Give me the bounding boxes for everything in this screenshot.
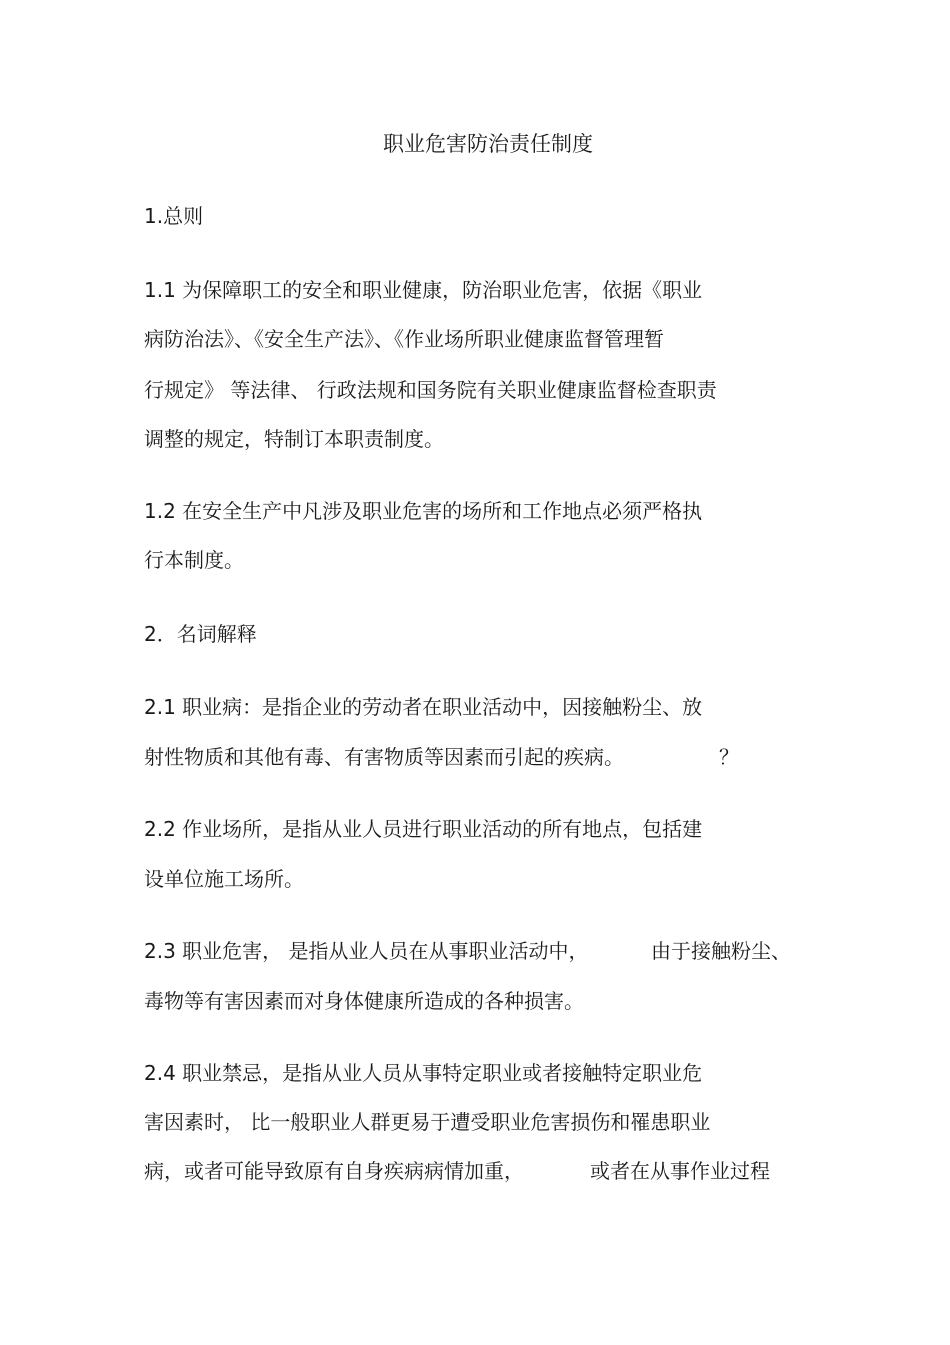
paragraph-line: 2.1 职业病：是指企业的劳动者在职业活动中，因接触粉尘、放 — [144, 695, 703, 719]
paragraph-line: 设单位施工场所。 — [144, 867, 304, 891]
paragraph-line: 行本制度。 — [144, 548, 244, 572]
paragraph-line: 射性物质和其他有毒、有害物质等因素而引起的疾病。 — [144, 745, 624, 769]
paragraph-line: 行规定》 等法律、 行政法规和国务院有关职业健康监督检查职责 — [144, 378, 717, 402]
paragraph-line: 病，或者可能导致原有自身疾病病情加重， — [144, 1159, 524, 1183]
paragraph-line: 调整的规定，特制订本职责制度。 — [144, 427, 444, 451]
paragraph-line: 毒物等有害因素而对身体健康所造成的各种损害。 — [144, 989, 584, 1013]
paragraph-line-continuation: 或者在从事作业过程 — [590, 1159, 770, 1183]
paragraph-line: 病防治法》、《安全生产法》、《作业场所职业健康监督管理暂 — [144, 327, 664, 351]
paragraph-line-continuation: 由于接触粉尘、 — [651, 939, 791, 963]
paragraph-line: 2.3 职业危害， 是指从业人员在从事职业活动中， — [144, 939, 589, 963]
question-mark-glyph: ？ — [719, 745, 739, 769]
paragraph-line: 2.2 作业场所，是指从业人员进行职业活动的所有地点，包括建 — [144, 817, 703, 841]
paragraph-line: 1.2 在安全生产中凡涉及职业危害的场所和工作地点必须严格执 — [144, 499, 703, 523]
paragraph-line: 1.1 为保障职工的安全和职业健康，防治职业危害，依据《职业 — [144, 278, 703, 302]
document-title: 职业危害防治责任制度 — [383, 132, 593, 156]
section-heading-general: 1.总则 — [144, 204, 204, 228]
paragraph-line: 害因素时， 比一般职业人群更易于遭受职业危害损伤和罹患职业 — [144, 1110, 711, 1134]
section-heading-terms: 2．名词解释 — [144, 622, 257, 646]
paragraph-line: 2.4 职业禁忌，是指从业人员从事特定职业或者接触特定职业危 — [144, 1061, 703, 1085]
